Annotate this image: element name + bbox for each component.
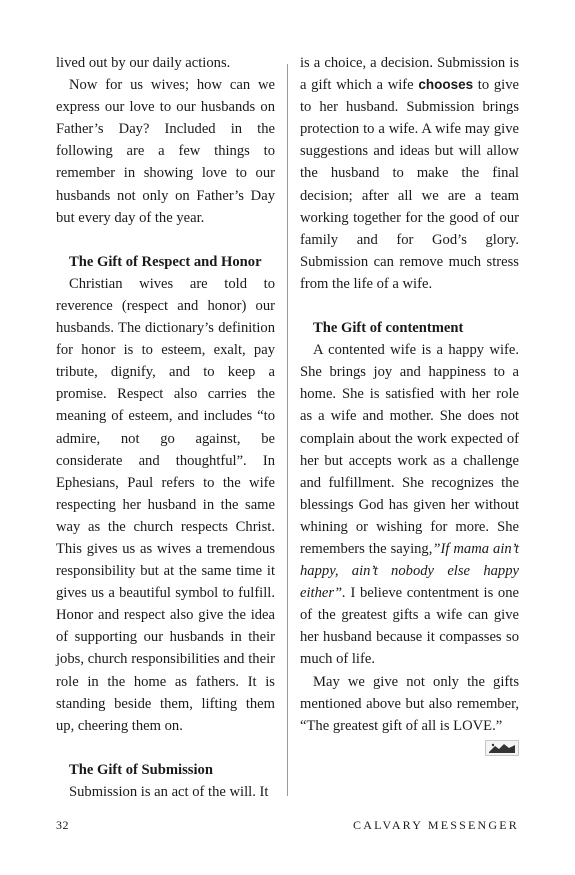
text-run: to give to her husband. Submission brings protection to a wife. A wife may give suggestions and ideas but will allow the husband to make the final decision; after all we are a team working together for the good of our family and for God’s glory. Submission can remove much stress from the life of a wife. [300, 77, 519, 292]
section-heading-respect: The Gift of Respect and Honor [69, 253, 262, 270]
text-run: is a choice, a decision. Submission is a gift which a wife [300, 55, 519, 94]
left-column [56, 52, 275, 803]
paragraph: lived out by our daily actions. [56, 55, 231, 71]
paragraph: Now for us wives; how can we express our love to our husbands on Father’s Day? Included in the following are a few things to remember in showing love to our husbands not only on Father’s Day but every day of the year. [56, 77, 275, 226]
section-heading-contentment: The Gift of contentment [313, 320, 464, 337]
page-number: 32 [56, 818, 69, 832]
text-run: May we give not only the gifts mentioned above but also remember, “The greatest gift of all is LOVE.” [300, 673, 519, 734]
column-divider [287, 64, 288, 796]
paragraph: Submission is an act of the will. It [69, 783, 269, 800]
paragraph [300, 339, 519, 670]
text-run: I believe contentment is one of the greatest gifts a wife can give her husband because it compasses so much of life. [300, 585, 519, 668]
paragraph-closing [300, 671, 519, 737]
emphasis-bold: chooses [418, 77, 474, 93]
text-run: A contented wife is a happy wife. She brings joy and happiness to a home. She is satisfied with her role as a wife and mother. She does not complain about the work expected of her but accepts work as a challenge and fulfillment. She recognizes the blessings God has given her without whining or wishing for more. She remembers the saying, [300, 342, 519, 557]
section-heading-submission: The Gift of Submission [69, 761, 213, 778]
end-of-article-ornament-icon [485, 740, 519, 756]
quote-italic: ”If mama ain’t happy, ain’t nobody else happy either”. [300, 540, 519, 602]
paragraph [300, 52, 519, 295]
publication-title: CALVARY MESSENGER [353, 818, 519, 832]
paragraph: Christian wives are told to reverence (respect and honor) our husbands. The dictionary’s definition for honor is to esteem, exalt, pay tribute, dignify, and to keep a promise. Respect also carries the meaning of esteem, and includes “to admire, not go against, be considerate and thoughtful”. In Ephesians, Paul refers to the wife respecting her husband in the same way as the church respects Christ. This gives us as wives a tremendous responsibility but at the same time it gives us a beautiful symbol to fulfill. Honor and respect also give the idea of supporting our husbands in their jobs, church responsibilities and their role in the home as fathers. It is standing beside them, lifting them up, cheering them on. [56, 275, 275, 734]
right-column [300, 52, 519, 756]
